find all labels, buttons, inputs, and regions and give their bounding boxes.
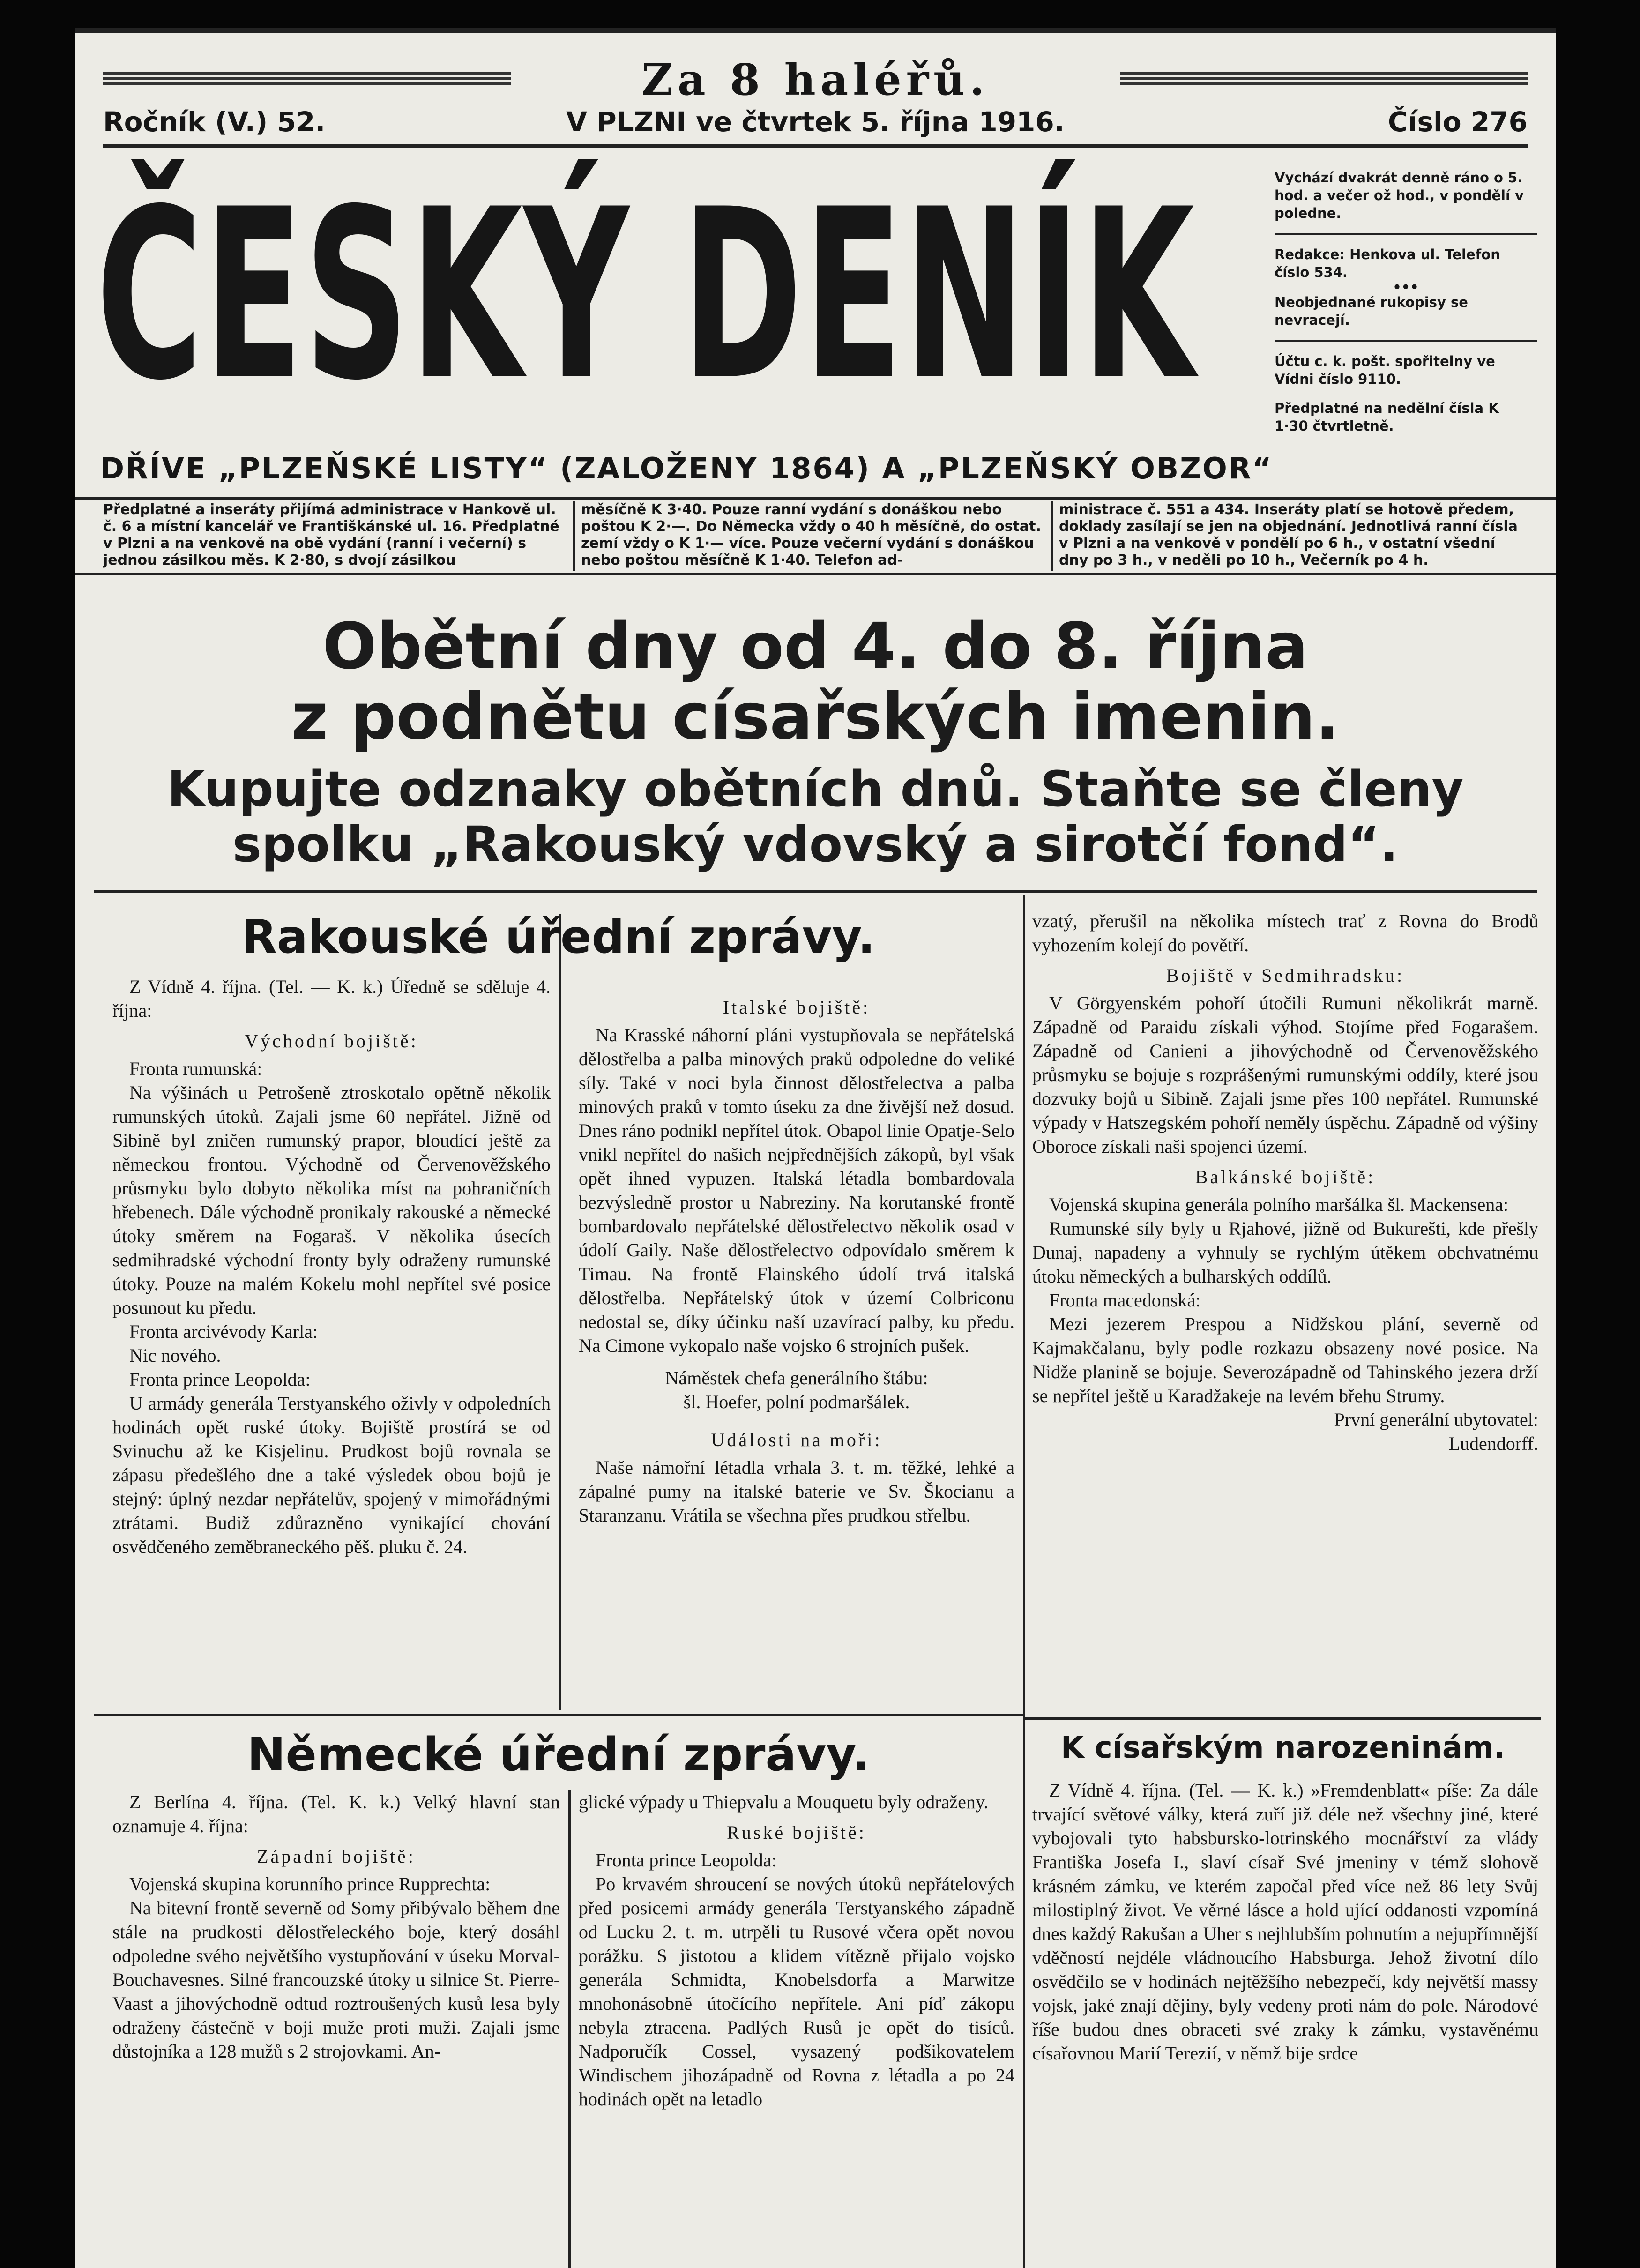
column-rule [1023,895,1025,2268]
section-heading: Balkánské bojiště: [1195,1166,1376,1187]
paragraph: Po krvavém shroucení se nových útoků nepřátelových před posicemi armády generála Terstyanského západně od Lucku 2. t. m. utrpěli tu Rusové včera opět novou porážku. S jistotou a klidem vítězně přijalo vojsko generála Schmidta, Knobelsdorfa a Marwitze mnohonásobně útočícího nepřítele. Ani píď zákopu nebyla ztracena. Padlých Rusů je opět do tisíců. Nadporučík Cossel, vysazený podšikovatelem Windischem jihozápadně od Rovna z létadla a po 24 hodinách opět na letadlo [579,1873,1014,2110]
column-rule [1051,501,1053,571]
headline-line-3: Kupujte odznaky obětních dnů. Staňte se členy [167,761,1464,818]
section-heading: Východní bojiště: [245,1030,418,1052]
side-info-account: Účtu c. k. pošt. spořitelny ve Vídni číslo 9110. [1275,353,1495,387]
section-heading: Události na moři: [711,1429,882,1450]
price-row [75,56,1556,103]
issue-number: Číslo 276 [1388,106,1528,138]
article-title-birthday: K císařským narozeninám. [1060,1731,1506,1765]
meta-row [103,103,1528,141]
front-heading: Fronta rumunská: [129,1058,262,1079]
signature-name: šl. Hoefer, polní podmaršálek. [683,1391,910,1412]
front-heading: Fronta prince Leopolda: [129,1369,311,1390]
article-austrian-col-2 [579,989,1014,1710]
paragraph: Vojenská skupina korunního prince Rupprechta: [129,1873,491,1895]
subscription-rule [75,573,1556,575]
paragraph: Naše námořní létadla vrhala 3. t. m. těžké, lehké a zápalné pumy na italské baterie ve Sv. Škocianu a Staranzanu. Vrátila se všechna přes prudkou střelbu. [579,1457,1014,1526]
headline-rule [94,890,1537,893]
side-info-sunday: Předplatné na nedělní čísla K 1·30 čtvrtletně. [1275,400,1499,434]
section-heading: Ruské bojiště: [727,1822,866,1843]
subscription-col-1: Předplatné a inseráty přijímá administrace v Hankově ul. č. 6 a místní kancelář ve Františkánské ul. 16. Předplatné v Plzni a na venkově na obě vydání (ranní i večerní) s jednou zásilkou měs. K 2·80, s dvojí zásilkou [103,501,559,568]
article-german-col-1 [112,1790,560,2263]
front-heading: Fronta macedonská: [1049,1290,1201,1311]
subscription-info [75,501,1556,573]
newspaper-page [75,28,1556,2268]
article-title-austrian-reports: Rakouské úřední zprávy. [241,910,875,964]
price-label: Za 8 haléřů. [641,54,990,105]
column-rule [568,1790,571,2268]
paragraph: Na Krasské náhorní pláni vystupňovala se nepřátelská dělostřelba a palba minových praků odpoledne do veliké síly. Také v noci byla činnost dělostřelectva a palba minových praků v tomto úseku za dne živější než dosud. Dnes ráno podnikl nepřítel útok. Obapol linie Opatje-Selo vnikl nepřítel do našich nejpřednějších zákopů, byl však opět ihned vypuzen. Italská létadla bombardovala bezvýsledně prostor u Nabreziny. Na korutanské frontě bombardovalo nepřátelské dělostřelectvo několik osad v údolí Gaily. Naše dělostřelectvo odpovídalo směrem k Timau. Na frontě Flainského údolí trvá italská dělostřelba. Nepřátelský útok v území Colbriconu nedostal se, díky účinku naší uzavírací palby, ku předu. Na Cimone vykopalo naše vojsko 6 strojních pušek. [579,1024,1014,1356]
front-heading: Fronta prince Leopolda: [596,1850,777,1871]
column-rule [573,501,575,571]
paragraph: Z Vídně 4. října. (Tel. — K. k.) »Fremdenblatt« píše: Za dále trvající světové války, která zuří již déle než všechny jiné, které vybojovali tyto habsbursko-lotrinského mocnářství za vlády Františka Josefa I., slaví císař Své jmeniny v témž slohově krásném zámku, ve kterém započal před více než 86 lety Svůj milostiplný život. Ve věrné lásce a hold ující oddanosti vzpomíná dnes každý Rakušan a Uher s nejhlubším pohnutím a nejupřímnější vděčností nejdéle vládnoucího Habsburga. Jehož životní dílo osvědčilo se v hodinách nejtěžšího nebezpečí, kdy největší massy vojsk, jaké znají dějiny, byly vedeny proti nám do pole. Národové říše budou dnes obraceti své zraky k zámku, vystavěnému císařovnou Marií Terezií, v němž bije srdce [1032,1780,1538,2064]
article-title-german-reports: Německé úřední zprávy. [247,1728,870,1782]
paragraph: vzatý, přerušil na několika místech trať z Rovna do Brodů vyhozením kolejí do povětří. [1032,910,1538,955]
side-info [1275,169,1537,446]
section-heading: Italské bojiště: [723,997,871,1018]
top-rule [75,28,1556,33]
side-info-dots: ••• [1393,279,1419,295]
article-austrian-col-3 [1032,909,1538,1713]
signature-title: Náměstek chefa generálního štábu: [665,1367,928,1388]
subscription-col-2: měsíčně K 3·40. Pouze ranní vydání s donáškou nebo poštou K 2·—. Do Německa vždy o 40 h měsíčně, do ostat. zemí vždy o K 1·— více. Pouze večerní vydání s donáškou nebo poštou měsíčně K 1·40. Telefon ad- [581,501,1041,568]
headline-line-1: Obětní dny od 4. do 8. října [322,610,1308,684]
article-birthday-col [1032,1778,1538,2263]
paragraph: Mezi jezerem Prespou a Nidžskou plání, severně od Kajmakčalanu, byly podle rozkazu obsazeny nové posice. Na Nidže planině se bojuje. Severozápadně od Tahinského jezera drží se nepřítel ještě u Karadžakeje na levém břehu Strumy. [1032,1313,1538,1406]
side-info-manuscripts: Neobjednané rukopisy se nevracejí. [1275,294,1468,328]
paragraph: Rumunské síly byly u Rjahové, jižně od Bukurešti, kde přešly Dunaj, napadeny a vyhnuly se rychlým útěkem obchvatnému útoku německých a bulharských oddílů. [1032,1218,1538,1287]
side-info-divider [1275,233,1537,235]
signature-title: První generální ubytovatel: [1334,1409,1538,1430]
paragraph: Na výšinách u Petrošeně ztroskotalo opětně několik rumunských útoků. Zajali jsme 60 nepřátel. Jižně od Sibině byl zničen rumunský prapor, bloudící ještě za německou frontou. Východně od Červenověžského průsmyku bylo dobyto několika míst na pohraničních hřebenech. Dále východně pronikaly rakouské a německé útoky směrem na Fogaraš. V několika úsecích sedmihradské východní fronty byly odraženy rumunské útoky. Pouze na malém Kokelu mohl nepřítel své posice posunout ku předu. [112,1082,551,1318]
side-info-editorial: Redakce: Henkova ul. Telefon číslo 534. [1275,246,1500,280]
side-info-schedule: Vychází dvakrát denně ráno o 5. hod. a večer ož hod., v pondělí v poledne. [1275,170,1524,221]
article-divider [94,1714,1023,1716]
dateline: V PLZNI ve čtvrtek 5. října 1916. [566,106,1065,138]
subscription-col-3: ministrace č. 551 a 434. Inseráty platí se hotově předem, doklady zasílají se jen na objednání. Jednotlivá ranní čísla v Plzni a na venkově v pondělí po 6 h., v ostatní všední dny po 3 h., v neděli po 10 h., Večerník po 4 h. [1059,501,1518,568]
signature-name: Ludendorff. [1448,1433,1538,1454]
article-divider [1025,1717,1541,1720]
masthead: ČESKÝ DENÍK [96,159,1196,432]
column-rule [559,914,561,1710]
section-heading: Bojiště v Sedmihradsku: [1166,965,1405,986]
paragraph: Nic nového. [129,1345,221,1366]
paragraph: V Görgyenském pohoří útočili Rumuni několikrát marně. Západně od Paraidu získali výhod. Stojíme před Fogarašem. Západně od Canieni a jihovýchodně od Červenověžského průsmyku se bojuje s rozprášenými rumunskými oddíly, které jsou dozvuky bojů u Sibině. Zajali jsme přes 100 nepřátel. Rumunské výpady v Hatszegském pohoří neměly úspěchu. Západně od výšiny Oboroce získali naši spojenci území. [1032,992,1538,1157]
front-heading: Fronta arcivévody Karla: [129,1321,318,1342]
section-heading: Západní bojiště: [257,1846,416,1867]
headline-line-2: z podnětu císařských imenin. [291,680,1340,754]
paragraph: U armády generála Terstyanského oživly v odpoledních hodinách opět ruské útoky. Bojiště prostírá se od Svinuchu až ke Kisjelinu. Prudkost bojů rovnala se zápasu předešlého dne a také výsledek obou bojů je stejný: úplný nezdar nepřátelův, spojený v mimořádnými ztrátami. Budiž zdůrazněno vynikající chování osvědčeného zeměbraneckého pěš. pluku č. 24. [112,1393,551,1557]
paragraph: Z Berlína 4. října. (Tel. K. k.) Velký hlavní stan oznamuje 4. října: [112,1791,560,1836]
subtitle-rule [75,497,1556,500]
paragraph: Na bitevní frontě severně od Somy přibývalo během dne stále na prudkosti dělostřeleckého boje, který dosáhl odpoledne svého největšího vystupňování v úseku Morval-Bouchavesnes. Silné francouzské útoky u silnice St. Pierre-Vaast a jihovýchodně odtud roztroušených kusů lesa byly odraženy částečně v boji muže proti muži. Zajali jsme důstojníka a 128 mužů s 2 strojovkami. An- [112,1897,560,2062]
headline-line-4: spolku „Rakouský vdovský a sirotčí fond“. [232,816,1398,873]
article-german-col-2 [579,1790,1014,2263]
masthead-subtitle: DŘÍVE „PLZEŇSKÉ LISTY“ (ZALOŽENY 1864) A „PLZEŇSKÝ OBZOR“ [100,451,1273,485]
article-austrian-col-1 [112,975,551,1710]
volume-label: Ročník (V.) 52. [103,106,326,138]
paragraph: glické výpady u Thiepvalu a Mouquetu byly odraženy. [579,1791,989,1813]
side-info-divider [1275,340,1537,342]
paragraph: Z Vídně 4. října. (Tel. — K. k.) Úředně se sděluje 4. října: [112,976,551,1021]
paragraph: Vojenská skupina generála polního maršálka šl. Mackensena: [1049,1194,1509,1215]
